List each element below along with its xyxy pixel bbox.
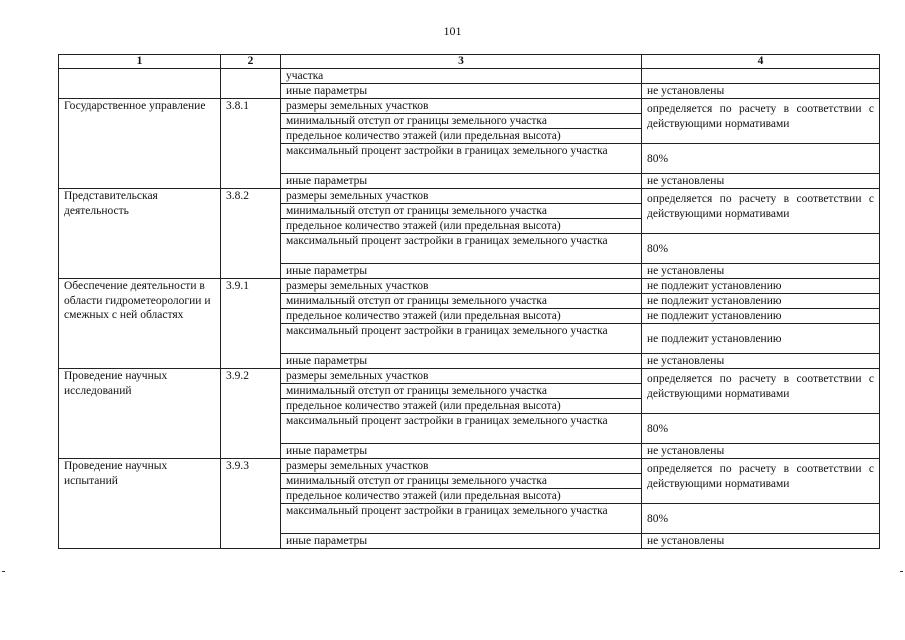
column-header: 3 (281, 55, 642, 69)
parameter-cell: размеры земельных участков (281, 459, 642, 474)
parameter-cell: предельное количество этажей (или предельная высота) (281, 399, 642, 414)
column-header: 1 (59, 55, 221, 69)
activity-code-cell: 3.9.1 (221, 279, 281, 369)
parameter-cell: иные параметры (281, 174, 642, 189)
parameter-cell: предельное количество этажей (или предельная высота) (281, 489, 642, 504)
activity-code-cell (221, 69, 281, 99)
table-header-row (59, 55, 880, 69)
parameter-cell: минимальный отступ от границы земельного участка (281, 474, 642, 489)
parameter-cell: иные параметры (281, 84, 642, 99)
activity-name-cell: Проведение научных испытаний (59, 459, 221, 549)
parameter-cell: участка (281, 69, 642, 84)
parameter-cell: размеры земельных участков (281, 99, 642, 114)
parameter-cell: иные параметры (281, 444, 642, 459)
value-cell: не установлены (642, 174, 880, 189)
scan-edge-mark (2, 571, 5, 572)
value-cell: не установлены (642, 264, 880, 279)
value-cell: определяется по расчету в соответствии с действующими нормативами (642, 459, 880, 504)
activity-name-cell: Проведение научных исследований (59, 369, 221, 459)
parameter-cell: размеры земельных участков (281, 369, 642, 384)
value-cell (642, 69, 880, 84)
value-cell: определяется по расчету в соответствии с действующими нормативами (642, 189, 880, 234)
parameter-cell: размеры земельных участков (281, 189, 642, 204)
activity-code-cell: 3.9.3 (221, 459, 281, 549)
activity-code-cell: 3.8.2 (221, 189, 281, 279)
value-cell: не установлены (642, 444, 880, 459)
table-row (59, 279, 880, 294)
table-row (59, 69, 880, 84)
table-row (59, 189, 880, 204)
parameter-cell: максимальный процент застройки в границах земельного участка (281, 324, 642, 354)
table-row (59, 459, 880, 474)
value-cell: не установлены (642, 354, 880, 369)
parameter-cell: максимальный процент застройки в границах земельного участка (281, 234, 642, 264)
column-header: 4 (642, 55, 880, 69)
value-cell: не подлежит установлению (642, 294, 880, 309)
activity-name-cell: Представительская деятельность (59, 189, 221, 279)
value-cell: определяется по расчету в соответствии с действующими нормативами (642, 99, 880, 144)
column-header: 2 (221, 55, 281, 69)
value-cell: 80% (642, 144, 880, 174)
table-row (59, 369, 880, 384)
parameter-cell: иные параметры (281, 534, 642, 549)
parameter-cell: максимальный процент застройки в границах земельного участка (281, 414, 642, 444)
parameter-cell: иные параметры (281, 264, 642, 279)
parameter-cell: максимальный процент застройки в границах земельного участка (281, 504, 642, 534)
regulations-table (58, 54, 880, 549)
value-cell: не установлены (642, 534, 880, 549)
scan-edge-mark (900, 571, 903, 572)
activity-name-cell: Обеспечение деятельности в области гидрометеорологии и смежных с ней областях (59, 279, 221, 369)
value-cell: не подлежит установлению (642, 279, 880, 294)
parameter-cell: минимальный отступ от границы земельного участка (281, 294, 642, 309)
value-cell: не подлежит установлению (642, 309, 880, 324)
table-row (59, 99, 880, 114)
activity-code-cell: 3.8.1 (221, 99, 281, 189)
value-cell: не установлены (642, 84, 880, 99)
activity-code-cell: 3.9.2 (221, 369, 281, 459)
parameter-cell: минимальный отступ от границы земельного участка (281, 384, 642, 399)
page-number: 101 (443, 24, 462, 38)
activity-name-cell (59, 69, 221, 99)
value-cell: не подлежит установлению (642, 324, 880, 354)
parameter-cell: предельное количество этажей (или предельная высота) (281, 219, 642, 234)
parameter-cell: максимальный процент застройки в границах земельного участка (281, 144, 642, 174)
activity-name-cell: Государственное управление (59, 99, 221, 189)
value-cell: 80% (642, 414, 880, 444)
value-cell: определяется по расчету в соответствии с действующими нормативами (642, 369, 880, 414)
parameter-cell: предельное количество этажей (или предельная высота) (281, 309, 642, 324)
parameter-cell: минимальный отступ от границы земельного участка (281, 114, 642, 129)
parameter-cell: минимальный отступ от границы земельного участка (281, 204, 642, 219)
parameter-cell: иные параметры (281, 354, 642, 369)
value-cell: 80% (642, 234, 880, 264)
parameter-cell: предельное количество этажей (или предельная высота) (281, 129, 642, 144)
value-cell: 80% (642, 504, 880, 534)
parameter-cell: размеры земельных участков (281, 279, 642, 294)
